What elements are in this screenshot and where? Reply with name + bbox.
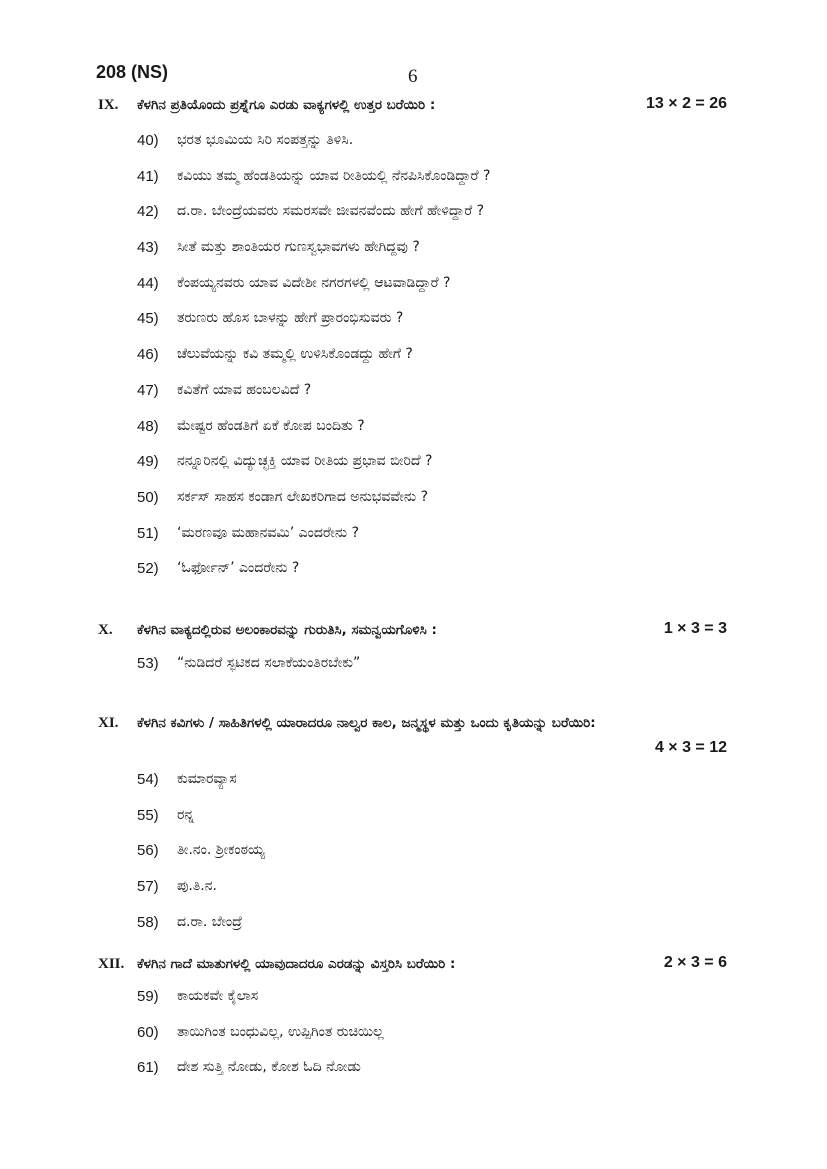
- question-text: ತಾಯಿಗಿಂತ ಬಂಧುವಿಲ್ಲ, ಉಪ್ಪಿಗಿಂತ ರುಚಿಯಿಲ್ಲ: [177, 1023, 384, 1040]
- section-title: ಕೆಳಗಿನ ಗಾದೆ ಮಾತುಗಳಲ್ಲಿ ಯಾವುದಾದರೂ ಎರಡನ್ನು ವಿಸ್ತರಿಸಿ ಬರೆಯಿರಿ :: [137, 956, 456, 972]
- question-number: 56): [137, 842, 159, 860]
- section-number: XII.: [98, 956, 125, 972]
- question-53: [0, 655, 827, 691]
- question-number: 61): [137, 1059, 159, 1077]
- question-text: ಕವಿತೆಗೆ ಯಾವ ಹಂಬಲವಿದೆ ?: [177, 381, 312, 398]
- question-number: 54): [137, 771, 159, 788]
- section-number: IX.: [98, 97, 119, 113]
- question-number: 40): [137, 132, 159, 149]
- question-55: [0, 807, 827, 843]
- page-number: 6: [408, 66, 418, 87]
- question-58: [0, 914, 827, 950]
- question-number: 49): [137, 453, 159, 471]
- question-text: ಸೀತೆ ಮತ್ತು ಶಾಂತಿಯರ ಗುಣಸ್ವಭಾವಗಳು ಹೇಗಿದ್ದವು ?: [177, 239, 420, 256]
- section-xii: [0, 956, 827, 1095]
- question-text: ಸರ್ಕಸ್ ಸಾಹಸ ಕಂಡಾಗ ಲೇಖಕರಿಗಾದ ಅನುಭವವೇನು ?: [177, 488, 429, 505]
- question-number: 59): [137, 988, 159, 1005]
- question-48: [0, 418, 827, 454]
- question-text: ರನ್ನ: [177, 806, 195, 823]
- question-41: [0, 168, 827, 204]
- question-number: 47): [137, 381, 159, 399]
- question-text: ದ.ರಾ. ಬೇಂದ್ರೆ: [177, 913, 243, 930]
- section-title: ಕೆಳಗಿನ ಪ್ರತಿಯೊಂದು ಪ್ರಶ್ನೆಗೂ ಎರಡು ವಾಕ್ಯಗಳಲ್ಲಿ ಉತ್ತರ ಬರೆಯಿರಿ :: [137, 97, 436, 113]
- question-text: ಮೇಷ್ಟರ ಹೆಂಡತಿಗೆ ಏಕೆ ಕೋಪ ಬಂದಿತು ?: [177, 417, 365, 434]
- question-number: 42): [137, 203, 159, 221]
- question-text: ದ.ರಾ. ಬೇಂದ್ರೆಯವರು ಸಮರಸವೇ ಜೀವನವೆಂದು ಹೇಗೆ ಹೇಳಿದ್ದಾರೆ ?: [177, 203, 485, 220]
- question-42: [0, 203, 827, 239]
- question-number: 51): [137, 524, 159, 542]
- question-46: [0, 346, 827, 382]
- question-number: 48): [137, 417, 159, 435]
- question-text: ಕಾಯಕವೇ ಕೈಲಾಸ: [177, 988, 259, 1004]
- section-marks-line: [0, 739, 827, 763]
- question-47: [0, 382, 827, 418]
- question-text: ಭರತ ಭೂಮಿಯ ಸಿರಿ ಸಂಪತ್ತನ್ನು ತಿಳಿಸಿ.: [177, 132, 354, 148]
- question-number: 44): [137, 274, 159, 292]
- question-number: 58): [137, 913, 159, 931]
- question-text: ತರುಣರು ಹೊಸ ಬಾಳನ್ನು ಹೇಗೆ ಪ್ರಾರಂಭಿಸುವರು ?: [177, 310, 404, 327]
- question-number: 50): [137, 488, 159, 506]
- question-40: [0, 132, 827, 168]
- question-number: 41): [137, 167, 159, 185]
- section-marks: 13 × 2 = 26: [646, 95, 727, 112]
- question-49: [0, 453, 827, 489]
- question-57: [0, 878, 827, 914]
- question-text: ಕೆಂಪಯ್ಯನವರು ಯಾವ ವಿದೇಶೀ ನಗರಗಳಲ್ಲಿ ಆಟವಾಡಿದ್ದಾರೆ ?: [177, 274, 451, 291]
- question-text: ‘ಓರ್ಫೋನ್’ ಎಂದರೇನು ?: [177, 560, 300, 577]
- question-number: 46): [137, 346, 159, 364]
- question-56: [0, 842, 827, 878]
- section-title: ಕೆಳಗಿನ ಕವಿಗಳು / ಸಾಹಿತಿಗಳಲ್ಲಿ ಯಾರಾದರೂ ನಾಲ್ವರ ಕಾಲ, ಜನ್ಮಸ್ಥಳ ಮತ್ತು ಒಂದು ಕೃತಿಯನ್ನು ಬರೆಯಿರಿ:: [137, 715, 596, 731]
- question-text: ಕುಮಾರವ್ಯಾಸ: [177, 771, 237, 787]
- section-title: ಕೆಳಗಿನ ವಾಕ್ಯದಲ್ಲಿರುವ ಅಲಂಕಾರವನ್ನು ಗುರುತಿಸಿ, ಸಮನ್ವಯಗೊಳಿಸಿ :: [137, 622, 437, 638]
- question-number: 53): [137, 655, 159, 672]
- question-44: [0, 275, 827, 311]
- question-59: [0, 988, 827, 1024]
- section-header: [0, 97, 827, 121]
- question-number: 52): [137, 560, 159, 578]
- question-text: ದೇಶ ಸುತ್ತಿ ನೋಡು, ಕೋಶ ಓದಿ ನೋಡು: [177, 1059, 361, 1076]
- section-header: [0, 715, 827, 739]
- question-text: ನನ್ನೂರಿನಲ್ಲಿ ವಿದ್ಯುಚ್ಛಕ್ತಿ ಯಾವ ರೀತಿಯ ಪ್ರಭಾವ ಬೀರಿದೆ ?: [177, 453, 433, 470]
- question-52: [0, 560, 827, 596]
- question-number: 55): [137, 806, 159, 824]
- section-marks: 1 × 3 = 3: [663, 620, 727, 637]
- question-number: 57): [137, 878, 159, 896]
- question-51: [0, 525, 827, 561]
- section-xi: [0, 715, 827, 949]
- question-45: [0, 310, 827, 346]
- question-text: ಕವಿಯು ತಮ್ಮ ಹೆಂಡತಿಯನ್ನು ಯಾವ ರೀತಿಯಲ್ಲಿ ನೆನಪಿಸಿಕೊಂಡಿದ್ದಾರೆ ?: [177, 167, 491, 184]
- section-number: X.: [98, 622, 113, 638]
- question-text: ಪು.ತಿ.ನ.: [177, 878, 217, 895]
- section-marks: 4 × 3 = 12: [654, 739, 727, 756]
- section-header: [0, 622, 827, 646]
- question-text: ಚೆಲುವೆಯನ್ನು ಕವಿ ತಮ್ಮಲ್ಲಿ ಉಳಿಸಿಕೊಂಡದ್ದು ಹೇಗೆ ?: [177, 346, 413, 363]
- question-60: [0, 1024, 827, 1060]
- section-x: [0, 622, 827, 691]
- section-header: [0, 956, 827, 980]
- question-61: [0, 1059, 827, 1095]
- section-number: XI.: [98, 715, 119, 731]
- question-54: [0, 771, 827, 807]
- question-text: ತೀ.ನಂ. ಶ್ರೀಕಂಠಯ್ಯ: [177, 842, 265, 859]
- question-text: “ನುಡಿದರೆ ಸ್ಫಟಿಕದ ಸಲಾಕೆಯಂತಿರಬೇಕು”: [177, 655, 361, 671]
- question-43: [0, 239, 827, 275]
- question-number: 60): [137, 1023, 159, 1041]
- question-number: 45): [137, 310, 159, 328]
- question-text: ‘ಮರಣವೂ ಮಹಾನವಮಿ’ ಎಂದರೇನು ?: [177, 524, 360, 541]
- paper-code: 208 (NS): [96, 62, 169, 82]
- section-ix: [0, 97, 827, 596]
- section-marks: 2 × 3 = 6: [663, 954, 727, 971]
- question-number: 43): [137, 239, 159, 257]
- question-50: [0, 489, 827, 525]
